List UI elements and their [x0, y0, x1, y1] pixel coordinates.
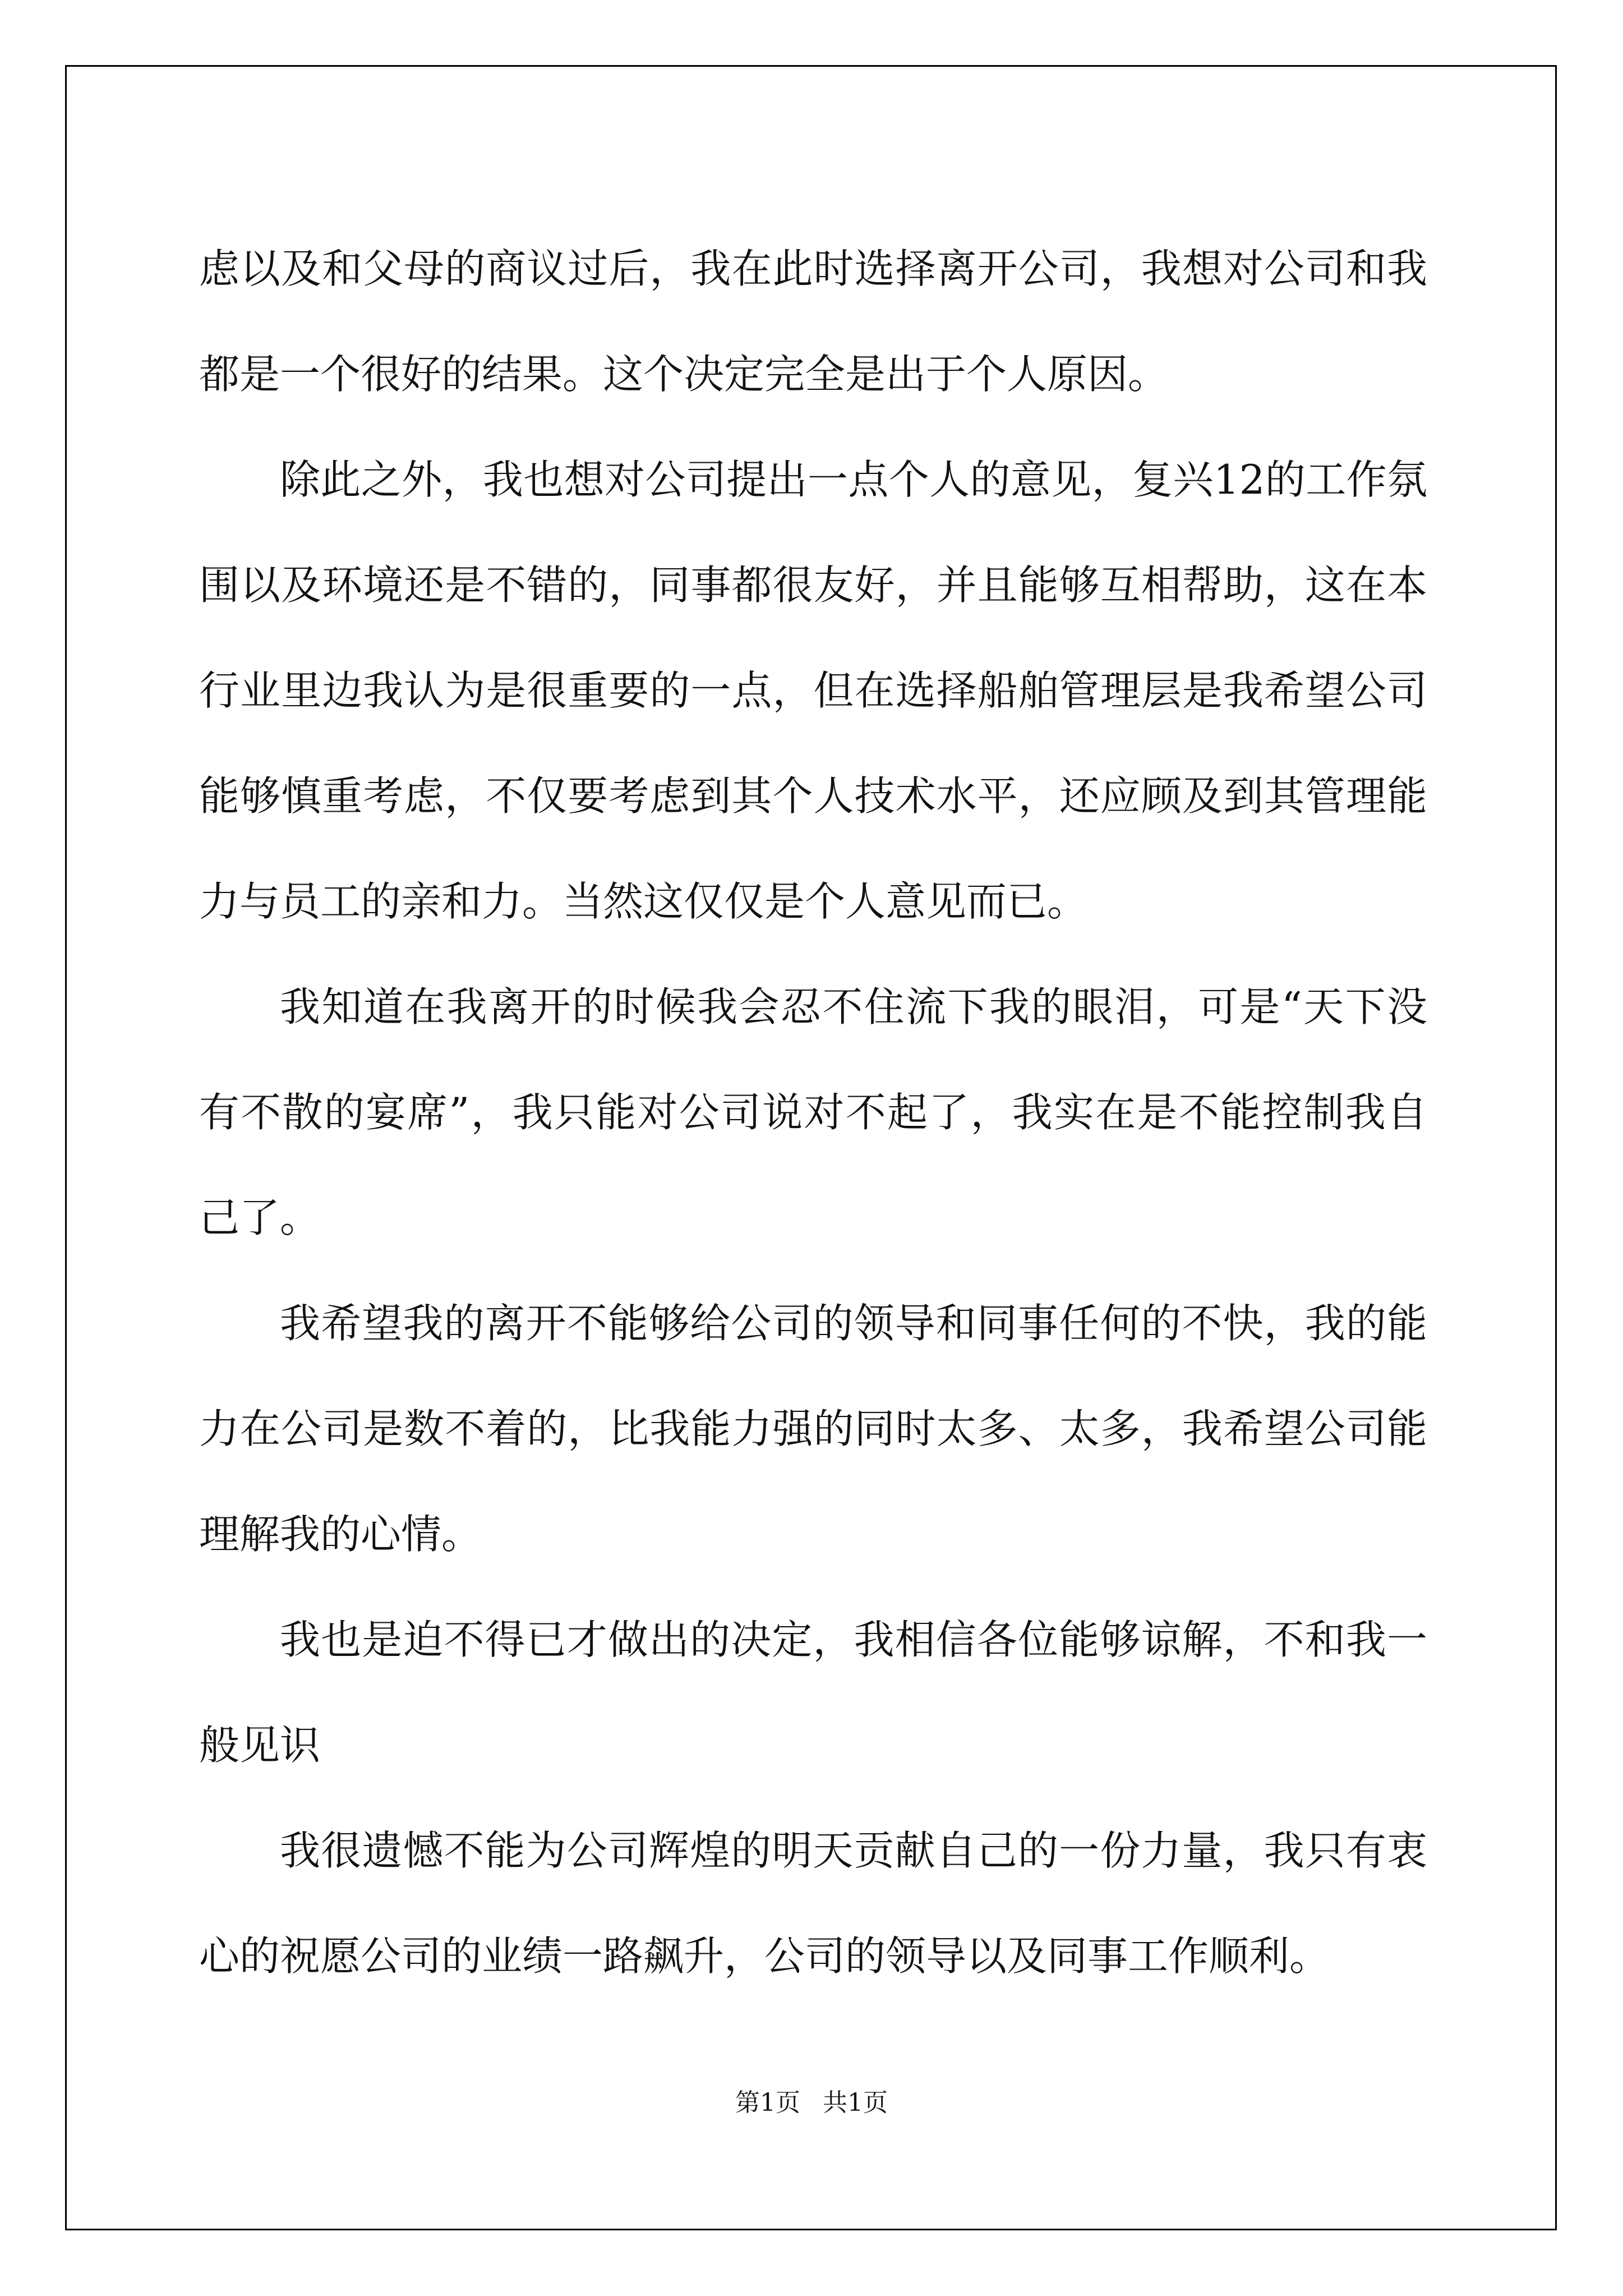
paragraph-3: 我知道在我离开的时候我会忍不住流下我的眼泪，可是“天下没有不散的宴席”，我只能对公司说对不起了，我实在是不能控制我自己了。 — [199, 983, 1427, 1241]
paragraph-1: 虑以及和父母的商议过后，我在此时选择离开公司，我想对公司和我都是一个很好的结果。这个决定完全是出于个人原因。 — [199, 245, 1427, 398]
paragraph-2: 除此之外，我也想对公司提出一点个人的意见，复兴12的工作氛围以及环境还是不错的，同事都很友好，并且能够互相帮助，这在本行业里边我认为是很重要的一点，但在选择船舶管理层是我希望公司能够慎重考虑，不仅要考虑到其个人技术水平，还应顾及到其管理能力与员工的亲和力。当然这仅仅是个人意见而已。 — [199, 456, 1427, 925]
page-number-current: 第1页 — [735, 2088, 800, 2117]
document-body — [199, 216, 1427, 2009]
paragraph-6: 我很遗憾不能为公司辉煌的明天贡献自己的一份力量，我只有衷心的祝愿公司的业绩一路飙升，公司的领导以及同事工作顺利。 — [199, 1827, 1427, 1980]
page-number-total: 共1页 — [823, 2088, 888, 2117]
page-footer — [0, 2082, 1623, 2118]
paragraph-4: 我希望我的离开不能够给公司的领导和同事任何的不快，我的能力在公司是数不着的，比我能力强的同时太多、太多，我希望公司能理解我的心情。 — [199, 1300, 1427, 1558]
paragraph-5: 我也是迫不得已才做出的决定，我相信各位能够谅解，不和我一般见识 — [199, 1616, 1427, 1769]
